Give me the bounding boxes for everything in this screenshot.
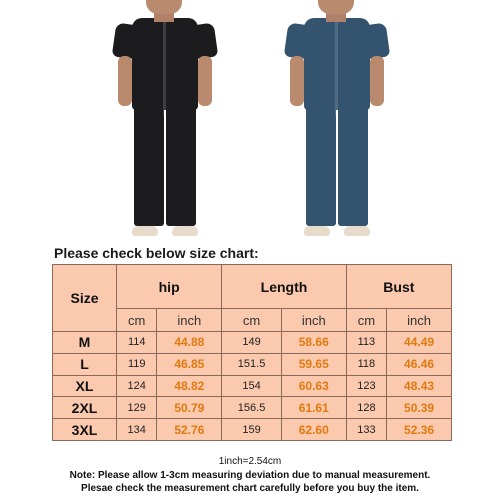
- hip-cm: 119: [117, 353, 157, 375]
- unit-label: cm: [117, 309, 157, 332]
- length-inch: 58.66: [281, 332, 346, 354]
- unit-label: inch: [281, 309, 346, 332]
- table-row: [53, 332, 452, 354]
- length-inch: 60.63: [281, 375, 346, 397]
- size-chart-heading: Please check below size chart:: [54, 245, 259, 261]
- hip-cm: 124: [117, 375, 157, 397]
- length-cm: 149: [222, 332, 282, 354]
- length-inch: 62.60: [281, 419, 346, 441]
- bust-inch: 46.46: [387, 353, 452, 375]
- hip-inch: 44.88: [157, 332, 222, 354]
- table-row: [53, 375, 452, 397]
- hip-cm: 114: [117, 332, 157, 354]
- length-cm: 154: [222, 375, 282, 397]
- hip-cm: 134: [117, 419, 157, 441]
- size-label: L: [53, 353, 117, 375]
- unit-label: cm: [222, 309, 282, 332]
- size-label: 3XL: [53, 419, 117, 441]
- bust-cm: 113: [346, 332, 386, 354]
- table-row: [53, 353, 452, 375]
- hip-inch: 48.82: [157, 375, 222, 397]
- hip-header: hip: [117, 265, 222, 309]
- check-note: Plesae check the measurement chart carefully before you buy the item.: [81, 483, 419, 494]
- bust-cm: 118: [346, 353, 386, 375]
- model-blue-jumpsuit: [282, 0, 392, 240]
- product-photos: [0, 0, 500, 240]
- bust-cm: 133: [346, 419, 386, 441]
- bust-inch: 44.49: [387, 332, 452, 354]
- hip-inch: 52.76: [157, 419, 222, 441]
- bust-inch: 52.36: [387, 419, 452, 441]
- length-header: Length: [222, 265, 346, 309]
- unit-label: inch: [157, 309, 222, 332]
- size-label: XL: [53, 375, 117, 397]
- unit-label: inch: [387, 309, 452, 332]
- bust-cm: 128: [346, 397, 386, 419]
- hip-inch: 50.79: [157, 397, 222, 419]
- size-label: 2XL: [53, 397, 117, 419]
- bust-inch: 48.43: [387, 375, 452, 397]
- size-header: Size: [53, 265, 117, 332]
- table-row: [53, 397, 452, 419]
- length-inch: 61.61: [281, 397, 346, 419]
- hip-inch: 46.85: [157, 353, 222, 375]
- size-label: M: [53, 332, 117, 354]
- model-black-jumpsuit: [110, 0, 220, 240]
- length-inch: 59.65: [281, 353, 346, 375]
- bust-cm: 123: [346, 375, 386, 397]
- length-cm: 156.5: [222, 397, 282, 419]
- hip-cm: 129: [117, 397, 157, 419]
- size-chart-table: [52, 264, 452, 441]
- unit-label: cm: [346, 309, 386, 332]
- deviation-note: Note: Please allow 1-3cm measuring deviation due to manual measurement.: [69, 470, 431, 481]
- conversion-note: 1inch=2.54cm: [218, 456, 282, 467]
- bust-inch: 50.39: [387, 397, 452, 419]
- length-cm: 151.5: [222, 353, 282, 375]
- table-row: [53, 419, 452, 441]
- bust-header: Bust: [346, 265, 451, 309]
- length-cm: 159: [222, 419, 282, 441]
